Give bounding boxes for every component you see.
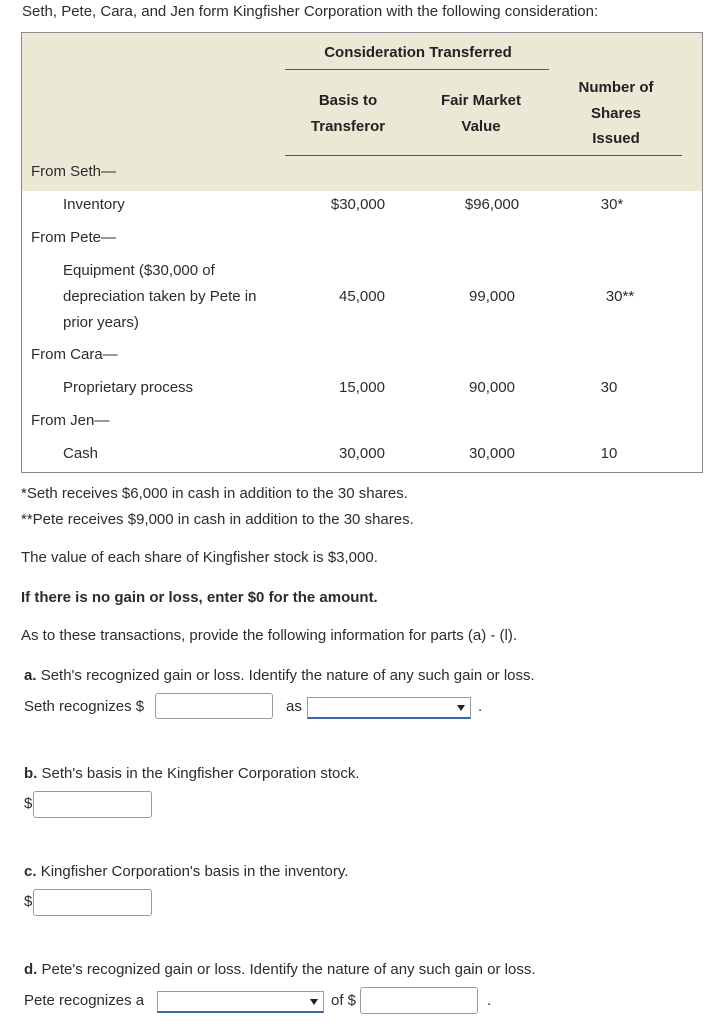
- part-c-dollar: $: [24, 893, 33, 910]
- part-a-end: .: [478, 698, 483, 715]
- part-d-text: Pete's recognized gain or loss. Identify the nature of any such gain or loss.: [41, 961, 536, 978]
- col-basis-line1: Basis to: [318, 92, 378, 109]
- row-fmv-jen: 30,000: [469, 445, 515, 462]
- part-a-amount-input[interactable]: [155, 693, 273, 719]
- row-fmv-pete: 99,000: [469, 288, 515, 305]
- part-a-text: Seth's recognized gain or loss. Identify the nature of any such gain or loss.: [40, 667, 535, 684]
- part-d-amount-input[interactable]: [360, 987, 478, 1014]
- row-fmv-cara: 90,000: [469, 379, 515, 396]
- row-basis-jen: 30,000: [339, 445, 385, 462]
- row-fmv-seth: $96,000: [464, 196, 520, 213]
- intro-text: Seth, Pete, Cara, and Jen form Kingfisher Corporation with the following consideration:: [22, 3, 599, 20]
- part-d-mid: of $: [331, 992, 357, 1009]
- chevron-down-icon: [457, 705, 465, 711]
- header-rule: [285, 155, 682, 156]
- part-a-nature-select[interactable]: [307, 697, 471, 719]
- group-header: Consideration Transferred: [324, 44, 512, 61]
- consideration-table: [21, 32, 703, 473]
- part-c-amount-input[interactable]: [33, 889, 152, 916]
- part-b-text: Seth's basis in the Kingfisher Corporation stock.: [41, 765, 360, 782]
- row-shares-cara: 30: [600, 379, 618, 396]
- part-c-question: [24, 863, 348, 880]
- part-c-letter: c.: [24, 863, 37, 880]
- instruction-text: If there is no gain or loss, enter $0 for the amount.: [21, 589, 378, 606]
- table-header: [22, 33, 702, 191]
- part-d-nature-select[interactable]: [157, 991, 324, 1013]
- row-basis-seth: $30,000: [330, 196, 386, 213]
- col-shares-line1: Number of: [578, 79, 654, 96]
- col-fmv-line1: Fair Market: [440, 92, 522, 109]
- part-b-dollar: $: [24, 795, 33, 812]
- part-d-letter: d.: [24, 961, 38, 978]
- part-a-prefix: Seth recognizes $: [24, 698, 145, 715]
- row-basis-pete: 45,000: [339, 288, 385, 305]
- row-shares-jen: 10: [600, 445, 618, 462]
- part-b-amount-input[interactable]: [33, 791, 152, 818]
- row-shares-pete: 30**: [605, 288, 635, 305]
- part-a-letter: a.: [24, 667, 37, 684]
- row-basis-cara: 15,000: [339, 379, 385, 396]
- col-shares-line3: Issued: [592, 130, 640, 147]
- part-d-question: [24, 961, 536, 978]
- part-d-end: .: [487, 992, 492, 1009]
- row-item-inventory: Inventory: [63, 196, 125, 213]
- share-value-text: The value of each share of Kingfisher stock is $3,000.: [21, 549, 378, 566]
- table-body: [22, 163, 702, 472]
- row-group-pete: From Pete—: [31, 229, 117, 246]
- row-item-equipment-2: depreciation taken by Pete in: [63, 288, 257, 305]
- row-group-seth: From Seth—: [31, 163, 117, 180]
- row-item-process: Proprietary process: [63, 379, 194, 396]
- row-group-jen: From Jen—: [31, 412, 110, 429]
- col-fmv-line2: Value: [461, 118, 501, 135]
- row-item-cash: Cash: [63, 445, 99, 462]
- row-item-equipment-3: prior years): [63, 314, 139, 331]
- parts-intro-text: As to these transactions, provide the following information for parts (a) - (l).: [21, 627, 518, 644]
- footnote-seth: *Seth receives $6,000 in cash in addition to the 30 shares.: [21, 485, 408, 502]
- part-b-letter: b.: [24, 765, 38, 782]
- footnote-pete: **Pete receives $9,000 in cash in addition to the 30 shares.: [21, 511, 414, 528]
- chevron-down-icon: [310, 999, 318, 1005]
- row-shares-seth: 30*: [600, 196, 624, 213]
- part-a-mid: as: [286, 698, 302, 715]
- part-d-prefix: Pete recognizes a: [24, 992, 145, 1009]
- row-item-equipment-1: Equipment ($30,000 of: [63, 262, 215, 279]
- part-a-question: [24, 667, 535, 684]
- row-group-cara: From Cara—: [31, 346, 118, 363]
- part-c-text: Kingfisher Corporation's basis in the inventory.: [40, 863, 349, 880]
- group-header-rule: [285, 69, 549, 70]
- col-shares-line2: Shares: [590, 105, 642, 122]
- col-basis-line2: Transferor: [310, 118, 386, 135]
- part-b-question: [24, 765, 360, 782]
